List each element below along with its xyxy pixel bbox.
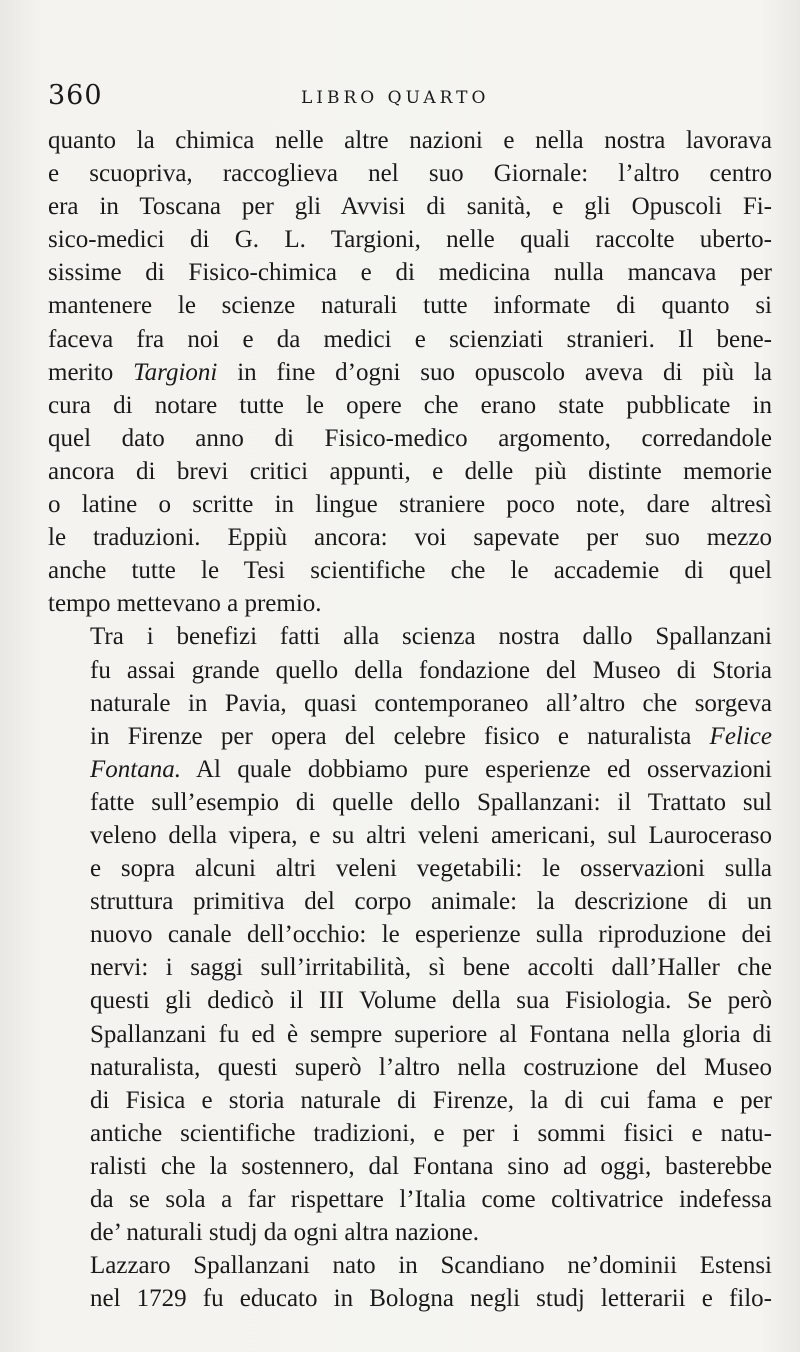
text-line: struttura primitiva del corpo animale: la descrizione di un: [90, 888, 772, 916]
text-line: faceva fra noi e da medici e scienziati stranieri. Il bene-: [48, 325, 772, 353]
text-line: tempo mettevano a premio.: [48, 590, 322, 618]
text-line: nel 1729 fu educato in Bologna negli studj letterarii e filo-: [90, 1285, 772, 1313]
text-line: in Firenze per opera del celebre fisico e naturalista Felice: [90, 722, 772, 750]
text-line: de’ naturali studj da ogni altra nazione.: [90, 1219, 479, 1247]
text-line: Tra i benefizi fatti alla scienza nostra dallo Spallanzani: [90, 623, 772, 651]
text-line: anche tutte le Tesi scientifiche che le accademie di quel: [48, 557, 772, 585]
text-line: sico-medici di G. L. Targioni, nelle quali raccolte uberto-: [48, 226, 772, 254]
text-line: nervi: i saggi sull’irritabilità, sì bene accolti dall’Haller che: [90, 954, 772, 982]
paragraph: [48, 1249, 772, 1315]
text-line: Fontana. Al quale dobbiamo pure esperienze ed osservazioni: [90, 755, 772, 783]
text-line: merito Targioni in fine d’ogni suo opuscolo aveva di più la: [48, 358, 772, 386]
text-line: Lazzaro Spallanzani nato in Scandiano ne’dominii Estensi: [90, 1252, 772, 1280]
text-line: o latine o scritte in lingue straniere poco note, dare altresì: [48, 491, 772, 519]
text-line: nuovo canale dell’occhio: le esperienze sulla riproduzione dei: [90, 921, 772, 949]
text-line: cura di notare tutte le opere che erano state pubblicate in: [48, 391, 772, 419]
italic-name: Fontana.: [90, 755, 181, 783]
text-line: Spallanzani fu ed è sempre superiore al Fontana nella gloria di: [90, 1020, 772, 1048]
text-line: fu assai grande quello della fondazione del Museo di Storia: [90, 656, 772, 684]
running-title: LIBRO QUARTO: [301, 88, 490, 108]
text-line: era in Toscana per gli Avvisi di sanità, e gli Opuscoli Fi-: [48, 193, 772, 221]
text-line: e sopra alcuni altri veleni vegetabili: le osservazioni sulla: [90, 855, 772, 883]
text-line: antiche scientifiche tradizioni, e per i sommi fisici e natu-: [90, 1119, 772, 1147]
running-head: [48, 76, 772, 120]
text-line: ancora di brevi critici appunti, e delle più distinte memorie: [48, 457, 772, 485]
text-line: questi gli dedicò il III Volume della sua Fisiologia. Se però: [90, 987, 772, 1015]
page-number: 360: [48, 80, 103, 111]
text-line: naturalista, questi superò l’altro nella costruzione del Museo: [90, 1053, 772, 1081]
italic-name: Felice: [709, 722, 772, 750]
text-line: naturale in Pavia, quasi contemporaneo all’altro che sorgeva: [90, 689, 772, 717]
text-line: veleno della vipera, e su altri veleni americani, sul Lauroceraso: [90, 821, 772, 849]
text-line: da se sola a far rispettare l’Italia come coltivatrice indefessa: [90, 1186, 772, 1213]
text-line: e scuopriva, raccoglieva nel suo Giornale: l’altro centro: [48, 160, 772, 188]
text-line: ralisti che la sostennero, dal Fontana sino ad oggi, basterebbe: [90, 1152, 772, 1180]
italic-name: Targioni: [133, 358, 218, 386]
text-line: sissime di Fisico-chimica e di medicina nulla mancava per: [48, 259, 772, 287]
text-line: le traduzioni. Eppiù ancora: voi sapevate per suo mezzo: [48, 524, 772, 552]
paragraph: [48, 620, 772, 1249]
text-line: fatte sull’esempio di quelle dello Spallanzani: il Trattato sul: [90, 788, 772, 816]
paragraph: [48, 124, 772, 620]
text-line: quanto la chimica nelle altre nazioni e nella nostra lavorava: [48, 127, 772, 154]
text-line: di Fisica e storia naturale di Firenze, la di cui fama e per: [90, 1086, 772, 1114]
text-line: quel dato anno di Fisico-medico argomento, corredandole: [48, 424, 772, 452]
text-line: mantenere le scienze naturali tutte informate di quanto si: [48, 292, 772, 320]
body-text: [48, 124, 772, 1315]
